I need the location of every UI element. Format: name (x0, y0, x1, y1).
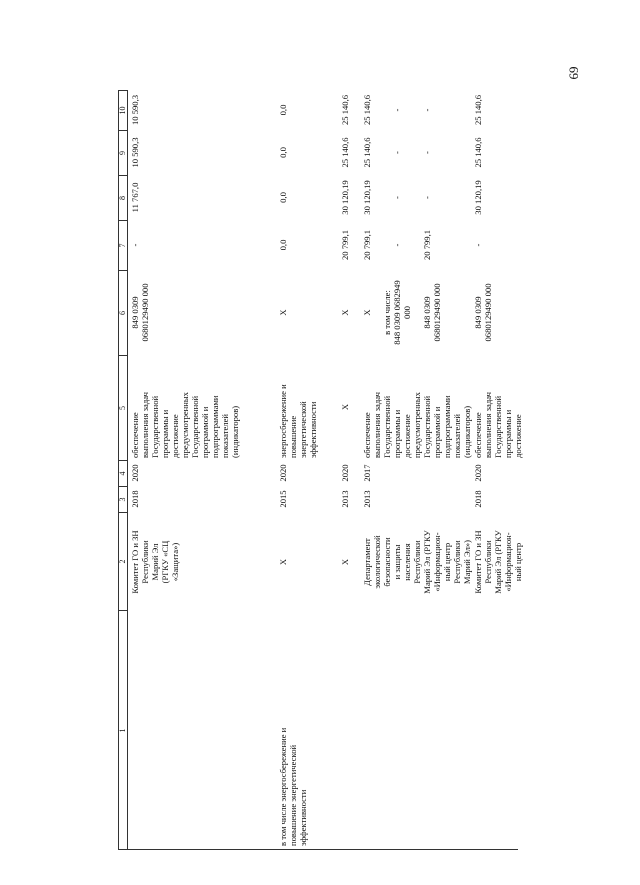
table-left-border (118, 849, 518, 850)
column-header-2: 2 (118, 512, 127, 610)
column-header-8: 8 (118, 175, 127, 220)
row1-col8: 11 767,0 (130, 182, 140, 213)
row4-col2: Департамент экологической безопасности и защиты населения Республики Марий Эл (РГКУ «Информацион- ный центр Республики Марий Эл») (362, 530, 472, 594)
row3-col5: Х (340, 403, 350, 411)
row3-col7: 20 799,1 (340, 229, 350, 261)
row2-col6: Х (278, 309, 288, 316)
row1-col4: 2020 (130, 464, 140, 482)
row4-col4: 2017 (362, 464, 372, 482)
row4-col5: обеспечение выполнения задач Государственной программы и достижение предусмотренных Государственной программой и подпрограммами показателей (индикаторов) (362, 392, 472, 458)
column-header-5: 5 (118, 355, 127, 460)
row2-col5: энергосбережение и повышение энергетической эффективности (278, 384, 318, 458)
column-header-1: 1 (118, 610, 127, 850)
row3-col2: Х (340, 558, 350, 566)
column-header-9: 9 (118, 130, 127, 175)
row5-col8: 30 120,19 (473, 180, 483, 215)
row3-col8: 30 120,19 (340, 180, 350, 215)
row5-col2: Комитет ГО и ЗН Республики Марий Эл (РГКУ «Информацион- ный центр (473, 530, 523, 594)
row2-col3: 2015 (278, 490, 288, 508)
row4-col8: 30 120,19 - - (362, 180, 432, 215)
row1-col3: 2018 (130, 490, 140, 508)
row5-col6: 849 0309 0680129490 000 (473, 283, 493, 342)
row5-col9: 25 140,6 (473, 137, 483, 168)
row4-col6: Х в том числе: 848 0309 0682949 000 848 0309 0680129490 000 (362, 280, 442, 345)
row2-col1: в том числе энергосбережение и повышение энергетической эффективности (278, 727, 308, 846)
data-table (118, 90, 523, 850)
row2-col7: 0,0 (278, 239, 288, 251)
row2-col10: 0,0 (278, 104, 288, 116)
row1-col10: 10 590,3 (130, 94, 140, 126)
row4-col7: 20 799,1 - 20 799,1 (362, 229, 432, 261)
row3-col10: 25 140,6 (340, 94, 350, 126)
column-header-10: 10 (118, 90, 127, 130)
row4-col3: 2013 (362, 490, 372, 508)
row4-col9: 25 140,6 - - (362, 137, 432, 168)
row3-col3: 2013 (340, 490, 350, 508)
column-header-4: 4 (118, 460, 127, 486)
row5-col7: - (473, 243, 483, 247)
column-header-7: 7 (118, 220, 127, 270)
row3-col6: Х (340, 309, 350, 316)
page-number: 69 (566, 66, 581, 80)
row2-col4: 2020 (278, 464, 288, 482)
row1-col9: 10 590,3 (130, 137, 140, 168)
row5-col5: обеспечение выполнения задач Государственной программы и достижение (473, 392, 523, 458)
header-bottom-rule (127, 90, 128, 850)
row1-col2: Комитет ГО и ЗН Республики Марий Эл (РГКУ «СЦ «Защита») (130, 530, 180, 594)
column-header-3: 3 (118, 486, 127, 512)
row5-col4: 2020 (473, 464, 483, 482)
row1-col5: обеспечение выполнения задач Государственной программы и достижение предусмотренных Государственной программой и подпрограммами показателей (индикаторов) (130, 392, 240, 458)
row3-col9: 25 140,6 (340, 137, 350, 168)
row2-col2: Х (278, 558, 288, 566)
column-header-6: 6 (118, 270, 127, 355)
row5-col10: 25 140,6 (473, 94, 483, 126)
row2-col9: 0,0 (278, 147, 288, 158)
row1-col7: - (130, 243, 140, 247)
row4-col10: 25 140,6 - - (362, 94, 432, 126)
row5-col3: 2018 (473, 490, 483, 508)
row3-col4: 2020 (340, 464, 350, 482)
header-top-rule (118, 90, 119, 850)
row2-col8: 0,0 (278, 192, 288, 203)
row1-col6: 849 0309 0680129490 000 (130, 283, 150, 342)
